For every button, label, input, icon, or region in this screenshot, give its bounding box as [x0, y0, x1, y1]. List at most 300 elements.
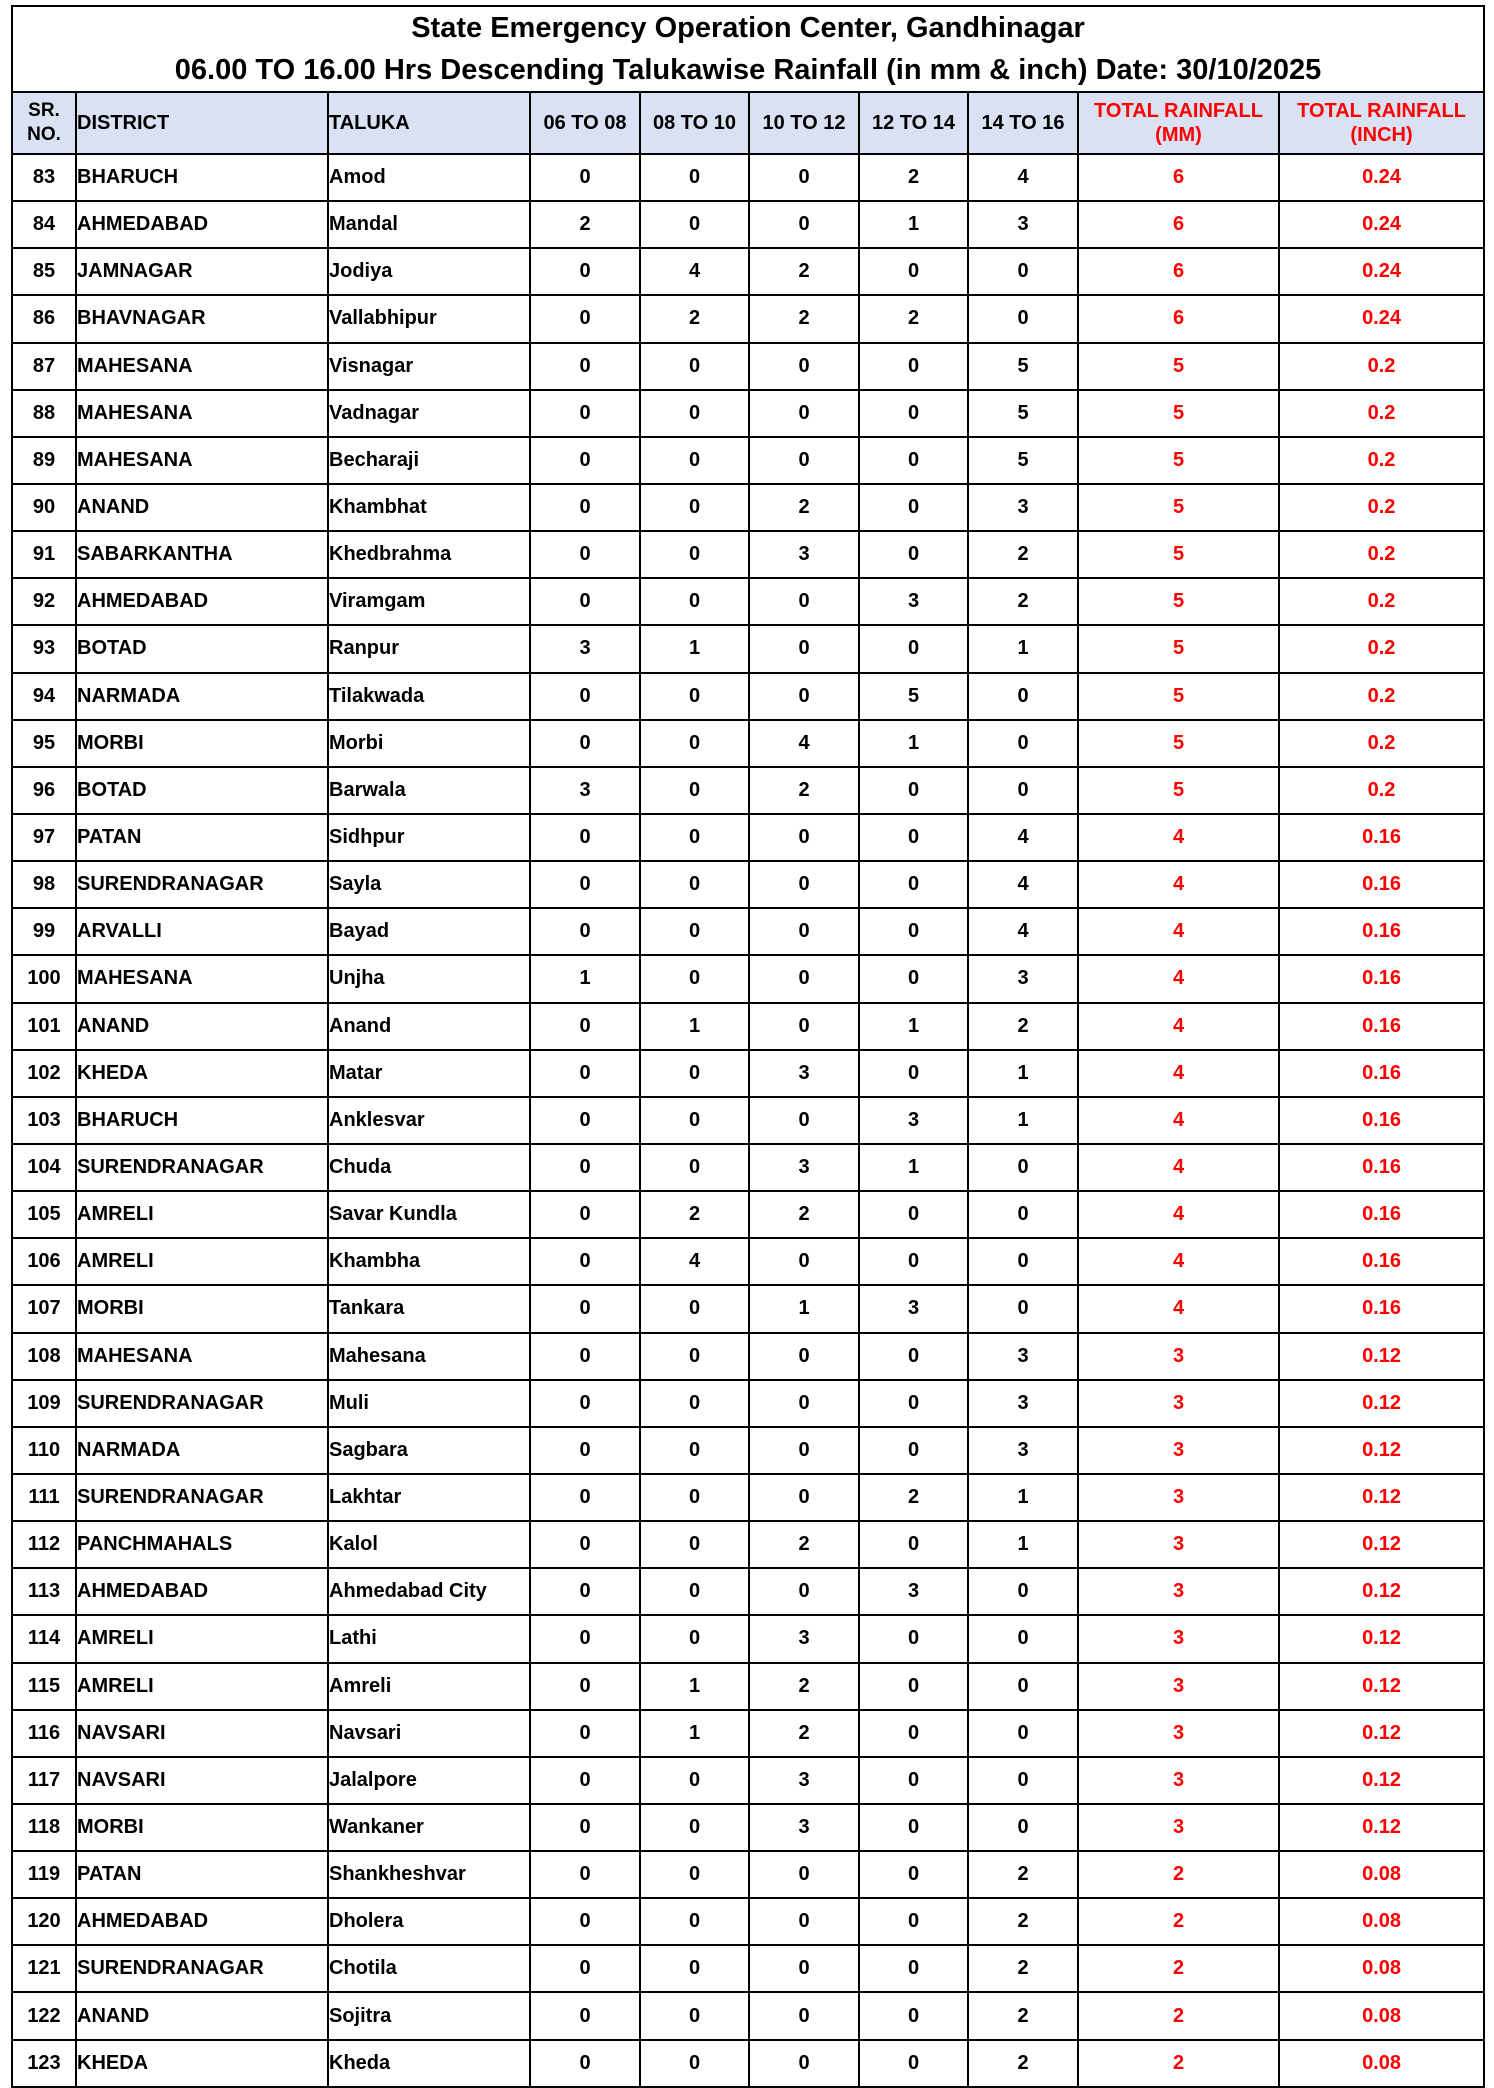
cell-period-12-14: 0	[859, 1710, 968, 1757]
cell-sr-no: 107	[12, 1285, 76, 1332]
cell-period-06-08: 0	[530, 484, 640, 531]
table-row	[12, 1380, 1484, 1427]
cell-period-10-12: 0	[749, 343, 859, 390]
cell-period-10-12: 2	[749, 248, 859, 295]
cell-total-inch: 0.12	[1279, 1615, 1484, 1662]
cell-period-06-08: 0	[530, 1285, 640, 1332]
cell-total-mm: 3	[1078, 1380, 1279, 1427]
cell-taluka: Mandal	[328, 201, 530, 248]
cell-period-06-08: 0	[530, 1757, 640, 1804]
cell-period-12-14: 0	[859, 437, 968, 484]
cell-district: MORBI	[76, 1285, 328, 1332]
cell-sr-no: 120	[12, 1898, 76, 1945]
cell-period-14-16: 2	[968, 2040, 1078, 2087]
cell-period-14-16: 2	[968, 1945, 1078, 1992]
cell-period-12-14: 0	[859, 1333, 968, 1380]
cell-period-10-12: 2	[749, 1521, 859, 1568]
cell-period-12-14: 0	[859, 531, 968, 578]
cell-period-10-12: 0	[749, 861, 859, 908]
cell-total-mm: 5	[1078, 625, 1279, 672]
cell-period-06-08: 0	[530, 1992, 640, 2039]
cell-total-inch: 0.24	[1279, 248, 1484, 295]
cell-total-inch: 0.2	[1279, 437, 1484, 484]
cell-period-12-14: 0	[859, 1663, 968, 1710]
cell-total-mm: 5	[1078, 767, 1279, 814]
cell-taluka: Khambha	[328, 1238, 530, 1285]
cell-period-10-12: 3	[749, 531, 859, 578]
table-row	[12, 248, 1484, 295]
cell-period-06-08: 0	[530, 1003, 640, 1050]
cell-total-inch: 0.08	[1279, 1945, 1484, 1992]
cell-district: KHEDA	[76, 2040, 328, 2087]
cell-sr-no: 91	[12, 531, 76, 578]
cell-district: ANAND	[76, 1992, 328, 2039]
cell-total-inch: 0.12	[1279, 1474, 1484, 1521]
cell-total-mm: 4	[1078, 908, 1279, 955]
cell-total-mm: 5	[1078, 437, 1279, 484]
cell-district: ANAND	[76, 1003, 328, 1050]
table-row	[12, 531, 1484, 578]
cell-period-12-14: 0	[859, 1050, 968, 1097]
cell-taluka: Sojitra	[328, 1992, 530, 2039]
cell-period-12-14: 2	[859, 154, 968, 201]
cell-period-10-12: 0	[749, 437, 859, 484]
cell-period-14-16: 0	[968, 1285, 1078, 1332]
cell-period-08-10: 0	[640, 1615, 749, 1662]
cell-taluka: Tilakwada	[328, 673, 530, 720]
cell-total-inch: 0.2	[1279, 343, 1484, 390]
cell-period-06-08: 0	[530, 1191, 640, 1238]
cell-total-mm: 5	[1078, 578, 1279, 625]
cell-period-08-10: 0	[640, 390, 749, 437]
cell-period-14-16: 2	[968, 531, 1078, 578]
cell-period-12-14: 3	[859, 1285, 968, 1332]
cell-period-08-10: 0	[640, 1757, 749, 1804]
cell-district: AMRELI	[76, 1615, 328, 1662]
cell-total-mm: 5	[1078, 343, 1279, 390]
cell-period-06-08: 0	[530, 1521, 640, 1568]
cell-period-12-14: 0	[859, 1615, 968, 1662]
cell-period-06-08: 0	[530, 1333, 640, 1380]
cell-total-mm: 2	[1078, 1945, 1279, 1992]
rainfall-table	[11, 5, 1485, 2088]
cell-sr-no: 85	[12, 248, 76, 295]
cell-period-10-12: 0	[749, 955, 859, 1002]
cell-sr-no: 100	[12, 955, 76, 1002]
table-row	[12, 1615, 1484, 1662]
cell-district: SABARKANTHA	[76, 531, 328, 578]
cell-taluka: Becharaji	[328, 437, 530, 484]
header-period-12-14: 12 TO 14	[859, 92, 968, 154]
cell-period-06-08: 0	[530, 1663, 640, 1710]
cell-period-06-08: 1	[530, 955, 640, 1002]
cell-period-12-14: 0	[859, 484, 968, 531]
cell-period-10-12: 0	[749, 1003, 859, 1050]
report-title-line2: 06.00 TO 16.00 Hrs Descending Talukawise Rainfall (in mm & inch) Date: 30/10/2025	[174, 54, 1322, 86]
table-row	[12, 1003, 1484, 1050]
header-total-inch	[1279, 92, 1484, 154]
table-row	[12, 437, 1484, 484]
cell-sr-no: 101	[12, 1003, 76, 1050]
cell-period-06-08: 0	[530, 295, 640, 342]
cell-period-06-08: 0	[530, 2040, 640, 2087]
cell-total-mm: 3	[1078, 1663, 1279, 1710]
cell-sr-no: 92	[12, 578, 76, 625]
cell-taluka: Amreli	[328, 1663, 530, 1710]
cell-period-08-10: 0	[640, 154, 749, 201]
cell-district: AHMEDABAD	[76, 201, 328, 248]
cell-total-mm: 3	[1078, 1568, 1279, 1615]
cell-taluka: Morbi	[328, 720, 530, 767]
cell-sr-no: 119	[12, 1851, 76, 1898]
cell-period-14-16: 5	[968, 343, 1078, 390]
cell-period-06-08: 0	[530, 578, 640, 625]
cell-total-mm: 3	[1078, 1804, 1279, 1851]
cell-period-08-10: 0	[640, 1474, 749, 1521]
cell-sr-no: 109	[12, 1380, 76, 1427]
cell-period-12-14: 2	[859, 1474, 968, 1521]
cell-sr-no: 122	[12, 1992, 76, 2039]
cell-district: NAVSARI	[76, 1757, 328, 1804]
table-row	[12, 1333, 1484, 1380]
cell-taluka: Viramgam	[328, 578, 530, 625]
cell-period-08-10: 0	[640, 1851, 749, 1898]
table-row	[12, 1992, 1484, 2039]
cell-total-mm: 6	[1078, 248, 1279, 295]
table-row	[12, 343, 1484, 390]
cell-total-mm: 6	[1078, 201, 1279, 248]
cell-total-inch: 0.2	[1279, 531, 1484, 578]
header-district: DISTRICT	[76, 92, 328, 154]
cell-period-14-16: 1	[968, 1097, 1078, 1144]
table-row	[12, 1663, 1484, 1710]
cell-taluka: Khedbrahma	[328, 531, 530, 578]
cell-taluka: Tankara	[328, 1285, 530, 1332]
cell-period-08-10: 0	[640, 1427, 749, 1474]
cell-taluka: Kheda	[328, 2040, 530, 2087]
cell-period-10-12: 0	[749, 1945, 859, 1992]
cell-total-inch: 0.2	[1279, 484, 1484, 531]
cell-total-mm: 4	[1078, 1191, 1279, 1238]
cell-period-10-12: 1	[749, 1285, 859, 1332]
cell-period-06-08: 3	[530, 625, 640, 672]
table-row	[12, 1898, 1484, 1945]
table-row	[12, 484, 1484, 531]
cell-period-06-08: 0	[530, 1851, 640, 1898]
cell-sr-no: 83	[12, 154, 76, 201]
cell-sr-no: 105	[12, 1191, 76, 1238]
cell-period-12-14: 1	[859, 201, 968, 248]
cell-period-06-08: 0	[530, 1427, 640, 1474]
cell-district: BOTAD	[76, 625, 328, 672]
cell-period-14-16: 0	[968, 720, 1078, 767]
cell-total-mm: 4	[1078, 1050, 1279, 1097]
cell-period-10-12: 2	[749, 484, 859, 531]
cell-district: MORBI	[76, 720, 328, 767]
cell-total-inch: 0.2	[1279, 767, 1484, 814]
header-period-10-12: 10 TO 12	[749, 92, 859, 154]
cell-period-14-16: 5	[968, 437, 1078, 484]
cell-period-10-12: 0	[749, 1568, 859, 1615]
cell-period-06-08: 0	[530, 1097, 640, 1144]
cell-total-inch: 0.16	[1279, 1050, 1484, 1097]
cell-period-14-16: 0	[968, 1615, 1078, 1662]
cell-period-08-10: 1	[640, 1663, 749, 1710]
cell-taluka: Sagbara	[328, 1427, 530, 1474]
cell-sr-no: 121	[12, 1945, 76, 1992]
cell-total-mm: 3	[1078, 1333, 1279, 1380]
cell-sr-no: 113	[12, 1568, 76, 1615]
cell-period-14-16: 3	[968, 1333, 1078, 1380]
cell-district: AMRELI	[76, 1238, 328, 1285]
cell-taluka: Khambhat	[328, 484, 530, 531]
cell-taluka: Vallabhipur	[328, 295, 530, 342]
table-body	[12, 154, 1484, 2087]
cell-period-06-08: 2	[530, 201, 640, 248]
cell-period-08-10: 0	[640, 343, 749, 390]
cell-period-12-14: 0	[859, 1992, 968, 2039]
cell-total-mm: 4	[1078, 814, 1279, 861]
cell-period-12-14: 0	[859, 814, 968, 861]
cell-taluka: Ahmedabad City	[328, 1568, 530, 1615]
cell-period-12-14: 0	[859, 1757, 968, 1804]
cell-taluka: Muli	[328, 1380, 530, 1427]
cell-total-mm: 5	[1078, 720, 1279, 767]
cell-period-14-16: 3	[968, 201, 1078, 248]
cell-total-inch: 0.24	[1279, 295, 1484, 342]
cell-period-08-10: 0	[640, 720, 749, 767]
table-row	[12, 578, 1484, 625]
cell-period-10-12: 0	[749, 625, 859, 672]
cell-period-06-08: 0	[530, 1474, 640, 1521]
cell-period-06-08: 3	[530, 767, 640, 814]
cell-period-12-14: 2	[859, 295, 968, 342]
cell-total-mm: 3	[1078, 1521, 1279, 1568]
cell-total-mm: 4	[1078, 1238, 1279, 1285]
cell-period-14-16: 4	[968, 908, 1078, 955]
cell-period-12-14: 0	[859, 1427, 968, 1474]
header-total-mm-line1: TOTAL RAINFALL	[1094, 100, 1263, 122]
cell-period-08-10: 0	[640, 767, 749, 814]
cell-period-08-10: 0	[640, 1380, 749, 1427]
cell-period-14-16: 0	[968, 1144, 1078, 1191]
cell-period-14-16: 5	[968, 390, 1078, 437]
table-row	[12, 201, 1484, 248]
cell-period-08-10: 4	[640, 1238, 749, 1285]
cell-period-06-08: 0	[530, 154, 640, 201]
cell-sr-no: 84	[12, 201, 76, 248]
cell-sr-no: 90	[12, 484, 76, 531]
cell-period-06-08: 0	[530, 390, 640, 437]
table-row	[12, 1144, 1484, 1191]
cell-period-12-14: 0	[859, 248, 968, 295]
cell-district: BHAVNAGAR	[76, 295, 328, 342]
cell-district: PATAN	[76, 814, 328, 861]
cell-total-mm: 4	[1078, 861, 1279, 908]
cell-period-08-10: 0	[640, 2040, 749, 2087]
table-row	[12, 1710, 1484, 1757]
cell-period-14-16: 4	[968, 154, 1078, 201]
cell-period-10-12: 3	[749, 1804, 859, 1851]
cell-district: NARMADA	[76, 1427, 328, 1474]
cell-total-inch: 0.12	[1279, 1804, 1484, 1851]
cell-district: AHMEDABAD	[76, 1568, 328, 1615]
cell-period-06-08: 0	[530, 531, 640, 578]
cell-period-12-14: 0	[859, 1238, 968, 1285]
cell-period-12-14: 0	[859, 625, 968, 672]
cell-period-14-16: 0	[968, 1568, 1078, 1615]
table-row	[12, 767, 1484, 814]
cell-period-06-08: 0	[530, 1710, 640, 1757]
cell-period-10-12: 0	[749, 908, 859, 955]
cell-period-12-14: 1	[859, 720, 968, 767]
table-row	[12, 390, 1484, 437]
cell-sr-no: 102	[12, 1050, 76, 1097]
cell-period-12-14: 0	[859, 908, 968, 955]
cell-total-inch: 0.12	[1279, 1427, 1484, 1474]
header-period-14-16: 14 TO 16	[968, 92, 1078, 154]
cell-taluka: Kalol	[328, 1521, 530, 1568]
cell-district: MORBI	[76, 1804, 328, 1851]
cell-period-10-12: 0	[749, 201, 859, 248]
cell-period-08-10: 0	[640, 1050, 749, 1097]
cell-sr-no: 99	[12, 908, 76, 955]
cell-taluka: Sidhpur	[328, 814, 530, 861]
table-row	[12, 1757, 1484, 1804]
cell-district: AHMEDABAD	[76, 1898, 328, 1945]
cell-period-14-16: 0	[968, 1804, 1078, 1851]
cell-district: PATAN	[76, 1851, 328, 1898]
cell-total-inch: 0.12	[1279, 1521, 1484, 1568]
cell-taluka: Unjha	[328, 955, 530, 1002]
cell-period-08-10: 1	[640, 625, 749, 672]
cell-district: MAHESANA	[76, 390, 328, 437]
cell-period-12-14: 0	[859, 1804, 968, 1851]
cell-total-inch: 0.2	[1279, 720, 1484, 767]
cell-total-inch: 0.12	[1279, 1333, 1484, 1380]
cell-total-inch: 0.2	[1279, 578, 1484, 625]
table-row	[12, 908, 1484, 955]
cell-district: ANAND	[76, 484, 328, 531]
cell-period-12-14: 5	[859, 673, 968, 720]
column-header-row	[12, 92, 1484, 154]
cell-period-08-10: 0	[640, 531, 749, 578]
cell-taluka: Ranpur	[328, 625, 530, 672]
cell-period-08-10: 0	[640, 1945, 749, 1992]
cell-period-08-10: 0	[640, 1144, 749, 1191]
cell-period-14-16: 3	[968, 1380, 1078, 1427]
cell-total-mm: 2	[1078, 1992, 1279, 2039]
cell-period-08-10: 0	[640, 1568, 749, 1615]
table-row	[12, 673, 1484, 720]
cell-period-12-14: 0	[859, 767, 968, 814]
header-sr-no-line1: SR.	[28, 100, 60, 121]
cell-sr-no: 114	[12, 1615, 76, 1662]
cell-period-10-12: 0	[749, 578, 859, 625]
cell-total-mm: 4	[1078, 1285, 1279, 1332]
cell-period-06-08: 0	[530, 814, 640, 861]
cell-period-14-16: 1	[968, 625, 1078, 672]
cell-period-14-16: 3	[968, 955, 1078, 1002]
cell-taluka: Amod	[328, 154, 530, 201]
table-row	[12, 1945, 1484, 1992]
cell-period-06-08: 0	[530, 908, 640, 955]
cell-total-mm: 6	[1078, 295, 1279, 342]
cell-sr-no: 111	[12, 1474, 76, 1521]
cell-period-10-12: 2	[749, 1710, 859, 1757]
cell-period-06-08: 0	[530, 343, 640, 390]
cell-period-14-16: 0	[968, 295, 1078, 342]
cell-period-06-08: 0	[530, 1945, 640, 1992]
cell-total-mm: 5	[1078, 484, 1279, 531]
cell-period-14-16: 0	[968, 1663, 1078, 1710]
cell-period-08-10: 0	[640, 1898, 749, 1945]
cell-period-10-12: 2	[749, 1663, 859, 1710]
cell-district: MAHESANA	[76, 343, 328, 390]
cell-period-12-14: 0	[859, 390, 968, 437]
cell-taluka: Bayad	[328, 908, 530, 955]
cell-period-14-16: 1	[968, 1474, 1078, 1521]
cell-period-14-16: 3	[968, 484, 1078, 531]
cell-total-inch: 0.12	[1279, 1380, 1484, 1427]
cell-total-inch: 0.16	[1279, 1144, 1484, 1191]
cell-district: NARMADA	[76, 673, 328, 720]
cell-district: MAHESANA	[76, 955, 328, 1002]
cell-period-08-10: 0	[640, 578, 749, 625]
cell-period-10-12: 0	[749, 1380, 859, 1427]
cell-period-08-10: 0	[640, 1097, 749, 1144]
cell-period-14-16: 0	[968, 1191, 1078, 1238]
header-total-mm	[1078, 92, 1279, 154]
cell-period-08-10: 0	[640, 1992, 749, 2039]
cell-sr-no: 94	[12, 673, 76, 720]
cell-total-inch: 0.08	[1279, 2040, 1484, 2087]
cell-period-06-08: 0	[530, 437, 640, 484]
header-total-inch-line2: (INCH)	[1350, 124, 1413, 146]
cell-period-10-12: 0	[749, 1333, 859, 1380]
cell-period-14-16: 3	[968, 1427, 1078, 1474]
cell-total-inch: 0.12	[1279, 1710, 1484, 1757]
cell-total-inch: 0.2	[1279, 625, 1484, 672]
cell-period-08-10: 0	[640, 861, 749, 908]
cell-district: MAHESANA	[76, 437, 328, 484]
cell-taluka: Savar Kundla	[328, 1191, 530, 1238]
cell-period-10-12: 0	[749, 814, 859, 861]
header-period-08-10: 08 TO 10	[640, 92, 749, 154]
cell-period-10-12: 0	[749, 1238, 859, 1285]
cell-sr-no: 97	[12, 814, 76, 861]
cell-district: AMRELI	[76, 1663, 328, 1710]
cell-period-08-10: 0	[640, 814, 749, 861]
cell-total-inch: 0.12	[1279, 1757, 1484, 1804]
table-row	[12, 1050, 1484, 1097]
cell-total-inch: 0.16	[1279, 908, 1484, 955]
cell-period-10-12: 3	[749, 1757, 859, 1804]
cell-sr-no: 98	[12, 861, 76, 908]
cell-period-14-16: 0	[968, 673, 1078, 720]
table-row	[12, 955, 1484, 1002]
cell-period-06-08: 0	[530, 673, 640, 720]
cell-district: BHARUCH	[76, 1097, 328, 1144]
cell-sr-no: 96	[12, 767, 76, 814]
cell-total-mm: 3	[1078, 1757, 1279, 1804]
cell-sr-no: 103	[12, 1097, 76, 1144]
cell-period-12-14: 0	[859, 1898, 968, 1945]
cell-taluka: Lathi	[328, 1615, 530, 1662]
cell-total-mm: 4	[1078, 1003, 1279, 1050]
cell-total-inch: 0.2	[1279, 390, 1484, 437]
header-total-mm-line2: (MM)	[1155, 124, 1202, 146]
